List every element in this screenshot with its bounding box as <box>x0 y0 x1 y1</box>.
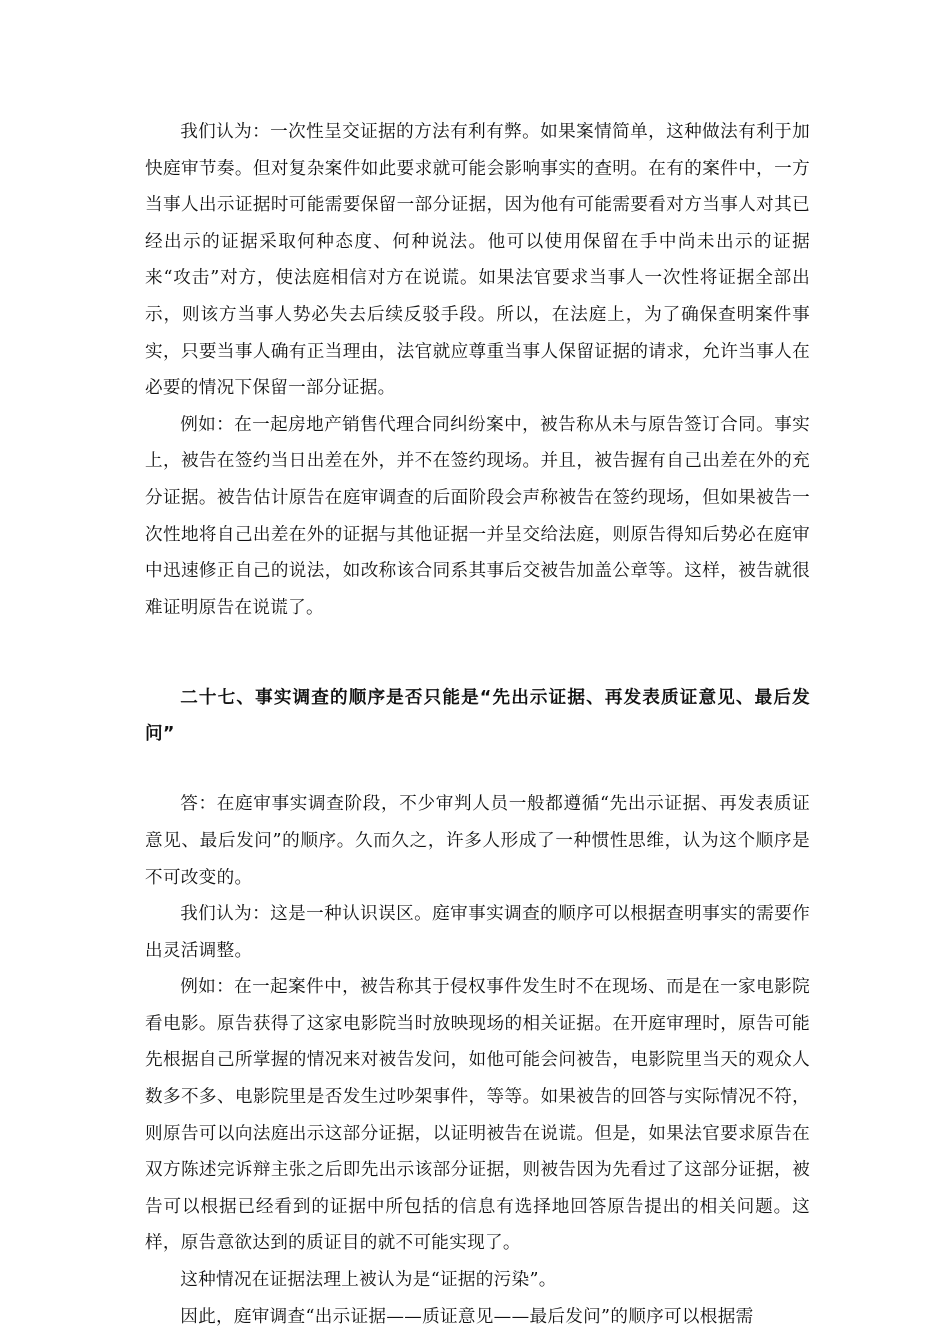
section-heading: 二十七、事实调查的顺序是否只能是“先出示证据、再发表质证意见、最后发问” <box>145 688 810 745</box>
document-page <box>145 114 810 1335</box>
paragraph-example-real-estate: 例如：在一起房地产销售代理合同纠纷案中，被告称从未与原告签订合同。事实上，被告在签约当日出差在外，并不在签约现场。并且，被告握有自己出差在外的充分证据。被告估计原告在庭审调查的后面阶段会声称被告在签约现场，但如果被告一次性地将自己出差在外的证据与其他证据一并呈交给法庭，则原告得知后势必在庭审中迅速修正自己的说法，如改称该合同系其事后交被告加盖公章等。这样，被告就很难证明原告在说谎了。 <box>145 414 810 618</box>
paragraph-example-cinema: 例如：在一起案件中，被告称其于侵权事件发生时不在现场、而是在一家电影院看电影。原告获得了这家电影院当时放映现场的相关证据。在开庭审理时，原告可能先根据自己所掌握的情况来对被告发问，如他可能会问被告，电影院里当天的观众人数多不多、电影院里是否发生过吵架事件，等等。如果被告的回答与实际情况不符，则原告可以向法庭出示这部分证据，以证明被告在说谎。但是，如果法官要求原告在双方陈述完诉辩主张之后即先出示该部分证据，则被告因为先看过了这部分证据，被告可以根据已经看到的证据中所包括的信息有选择地回答原告提出的相关问题。这样，原告意欲达到的质证目的就不可能实现了。 <box>145 977 810 1254</box>
paragraph-opinion: 我们认为：一次性呈交证据的方法有利有弊。如果案情简单，这种做法有利于加快庭审节奏。但对复杂案件如此要求就可能会影响事实的查明。在有的案件中，一方当事人出示证据时可能需要保留一部分证据，因为他有可能需要看对方当事人对其已经出示的证据采取何种态度、何种说法。他可以使用保留在手中尚未出示的证据来“攻击”对方，使法庭相信对方在说谎。如果法官要求当事人一次性将证据全部出示，则该方当事人势必失去后续反驳手段。所以，在法庭上，为了确保查明案件事实，只要当事人确有正当理由，法官就应尊重当事人保留证据的请求，允许当事人在必要的情况下保留一部分证据。 <box>145 122 810 399</box>
paragraph-answer: 答：在庭审事实调查阶段，不少审判人员一般都遵循“先出示证据、再发表质证意见、最后发问”的顺序。久而久之，许多人形成了一种惯性思维，认为这个顺序是不可改变的。 <box>145 794 810 888</box>
paragraph-opinion-misconception: 我们认为：这是一种认识误区。庭审事实调查的顺序可以根据查明事实的需要作出灵活调整。 <box>145 904 810 961</box>
paragraph-evidence-contamination: 这种情况在证据法理上被认为是“证据的污染”。 <box>180 1270 557 1291</box>
paragraph-conclusion: 因此，庭审调查“出示证据——质证意见——最后发问”的顺序可以根据需 <box>180 1306 754 1327</box>
spacer <box>145 752 810 786</box>
spacer <box>145 626 810 680</box>
